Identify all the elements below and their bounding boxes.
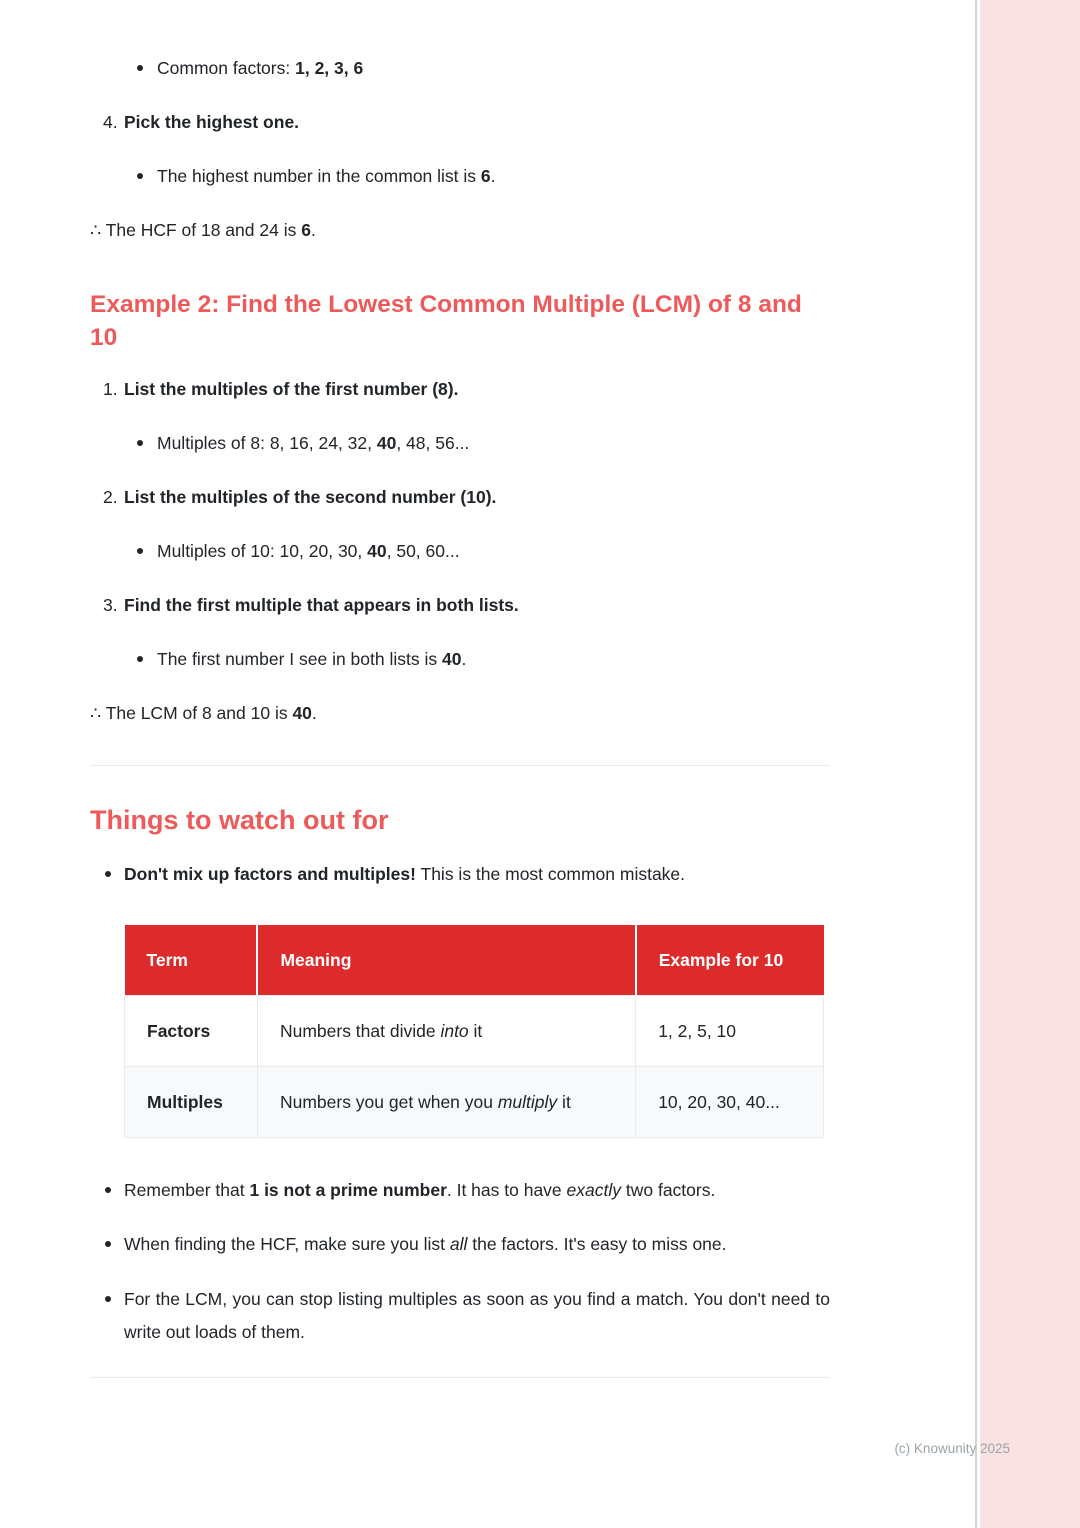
cell-term: Multiples [125,1067,258,1138]
list-number: 1. [103,379,118,399]
table-header-term: Term [125,925,258,996]
bullet-text: Remember that 1 is not a prime number. It has to have exactly two factors. [124,1180,716,1200]
bullet-icon [105,1296,111,1302]
document-content [90,0,830,1378]
scrollbar-track[interactable] [975,0,977,1528]
list-item [90,591,830,619]
cell-example: 1, 2, 5, 10 [636,996,824,1067]
list-number: 3. [103,595,118,615]
bullet-icon [137,65,143,71]
list-item [90,54,830,82]
bullet-icon [137,656,143,662]
table-row [125,1067,824,1138]
bullet-text: Common factors: 1, 2, 3, 6 [157,58,364,78]
factors-multiples-table [124,925,824,1138]
bullet-icon [105,871,111,877]
step-title: Pick the highest one. [124,112,300,132]
cell-meaning: Numbers you get when you multiply it [257,1067,635,1138]
list-item [90,537,830,565]
bullet-icon [105,1241,111,1247]
list-item [90,645,830,673]
bullet-text: Multiples of 8: 8, 16, 24, 32, 40, 48, 56... [157,433,470,453]
list-item [90,1174,830,1207]
cell-meaning: Numbers that divide into it [257,996,635,1067]
list-item [90,429,830,457]
list-number: 4. [103,112,118,132]
list-item [90,483,830,511]
bullet-icon [137,440,143,446]
bullet-text: The first number I see in both lists is 40. [157,649,467,669]
cell-example: 10, 20, 30, 40... [636,1067,824,1138]
bullet-icon [137,173,143,179]
cell-term: Factors [125,996,258,1067]
bullet-text: Don't mix up factors and multiples! This is the most common mistake. [124,864,686,884]
list-item [90,1283,830,1349]
watch-out-heading: Things to watch out for [90,805,389,835]
step-title: Find the first multiple that appears in both lists. [124,595,519,615]
page-margin-strip [980,0,1080,1528]
bullet-icon [105,1187,111,1193]
bullet-icon [137,548,143,554]
list-item [90,162,830,190]
table-header-row [125,925,824,996]
list-item [90,860,830,888]
step-title: List the multiples of the first number (8). [124,379,459,399]
table-row [125,996,824,1067]
table-header-meaning: Meaning [257,925,635,996]
list-number: 2. [103,487,118,507]
example2-heading: Example 2: Find the Lowest Common Multiple (LCM) of 8 and 10 [90,291,802,351]
table-header-example: Example for 10 [636,925,824,996]
bullet-text: The highest number in the common list is 6. [157,166,496,186]
list-item [90,375,830,403]
step-title: List the multiples of the second number (10). [124,487,497,507]
hcf-conclusion: ∴ The HCF of 18 and 24 is 6. [90,220,316,240]
bullet-text: Multiples of 10: 10, 20, 30, 40, 50, 60... [157,541,460,561]
copyright-footer: (c) Knowunity 2025 [894,1441,1010,1456]
list-item [90,108,830,136]
list-item [90,1228,830,1261]
bullet-text: When finding the HCF, make sure you list all the factors. It's easy to miss one. [124,1234,727,1254]
section-divider [90,1377,830,1378]
section-divider [90,765,830,766]
bullet-text: For the LCM, you can stop listing multiples as soon as you find a match. You don't need to write out loads of them. [124,1289,830,1342]
lcm-conclusion: ∴ The LCM of 8 and 10 is 40. [90,703,317,723]
